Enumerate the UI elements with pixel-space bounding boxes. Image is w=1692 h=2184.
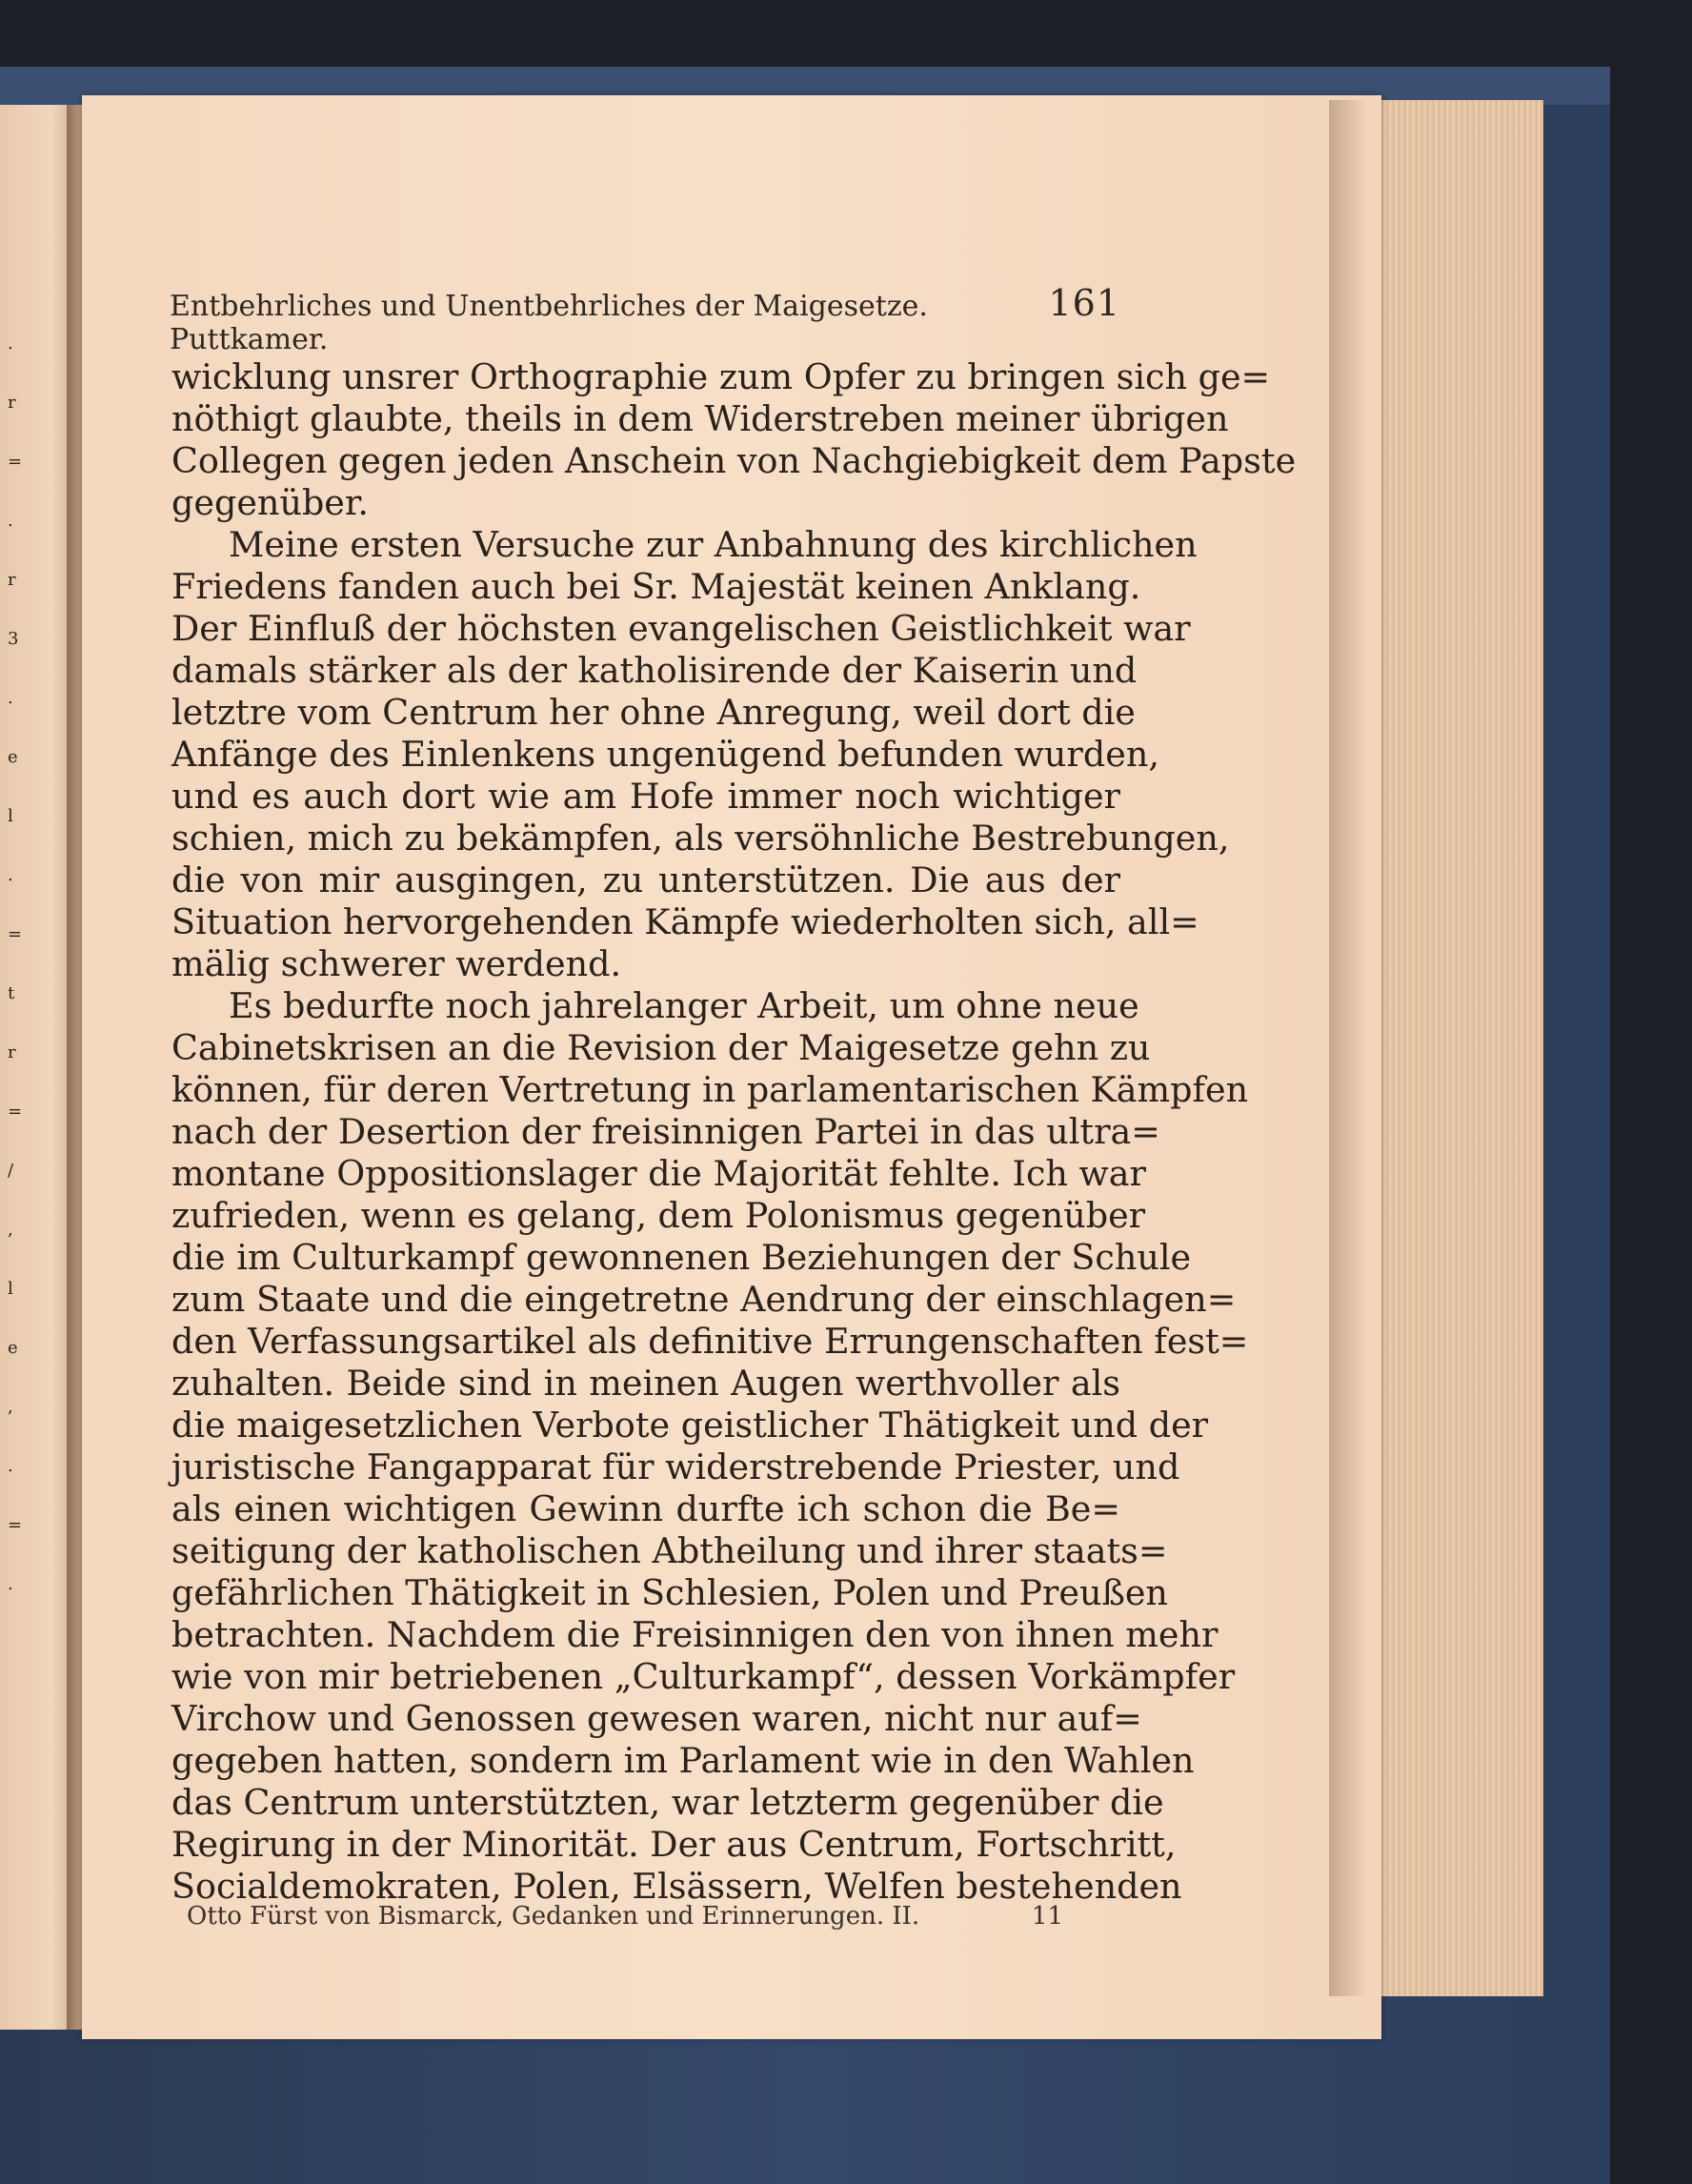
left-page-glyph: = bbox=[8, 924, 23, 944]
text-line: nöthigt glaubte, theils in dem Widerstreben meiner übrigen bbox=[171, 398, 1229, 439]
text-line: die von mir ausgingen, zu unterstützen. Die aus der bbox=[171, 859, 1120, 900]
left-page-glyph: / bbox=[8, 1161, 14, 1181]
text-line: Cabinetskrisen an die Revision der Maigesetze gehn zu bbox=[171, 1027, 1151, 1068]
text-line: betrachten. Nachdem die Freisinnigen den von ihnen mehr bbox=[171, 1614, 1219, 1655]
text-line: die im Culturkampf gewonnenen Beziehungen der Schule bbox=[171, 1237, 1192, 1278]
page-number: 161 bbox=[1048, 282, 1120, 324]
text-line: Collegen gegen jeden Anschein von Nachgiebigkeit dem Papste bbox=[171, 440, 1297, 481]
running-header bbox=[170, 282, 1120, 356]
text-line: wicklung unsrer Orthographie zum Opfer zu bringen sich ge= bbox=[171, 356, 1271, 397]
left-page-glyph: . bbox=[8, 511, 13, 531]
left-page-glyph: . bbox=[8, 1456, 13, 1476]
sheet-number: 11 bbox=[1031, 1902, 1063, 1931]
text-line: Meine ersten Versuche zur Anbahnung des kirchlichen bbox=[229, 524, 1198, 565]
text-line: die maigesetzlichen Verbote geistlicher Thätigkeit und der bbox=[171, 1405, 1209, 1446]
left-page-glyph: e bbox=[8, 747, 18, 767]
text-line: als einen wichtigen Gewinn durfte ich schon die Be= bbox=[171, 1488, 1120, 1529]
page-footer bbox=[187, 1902, 1063, 1940]
left-page-glyph: e bbox=[8, 1338, 18, 1358]
left-page-glyph: r bbox=[8, 1042, 16, 1062]
text-line: letztre vom Centrum her ohne Anregung, weil dort die bbox=[171, 692, 1136, 733]
text-line: Virchow und Genossen gewesen waren, nicht nur auf= bbox=[171, 1698, 1142, 1739]
left-page-glyph: l bbox=[8, 1279, 13, 1299]
left-page-glyph: l bbox=[8, 806, 13, 826]
text-line: schien, mich zu bekämpfen, als versöhnliche Bestrebungen, bbox=[171, 818, 1230, 859]
text-line: Friedens fanden auch bei Sr. Majestät keinen Anklang. bbox=[171, 566, 1141, 607]
left-page-glyph: , bbox=[8, 1220, 13, 1240]
left-page-glyph: = bbox=[8, 1102, 23, 1122]
text-line: zuhalten. Beide sind in meinen Augen werthvoller als bbox=[171, 1363, 1120, 1404]
left-page-glyph: . bbox=[8, 334, 13, 354]
left-page-glyph: 3 bbox=[8, 629, 19, 649]
text-line: Es bedurfte noch jahrelanger Arbeit, um ohne neue bbox=[229, 985, 1139, 1026]
text-line: seitigung der katholischen Abtheilung und ihrer staats= bbox=[171, 1530, 1168, 1571]
text-line: gegeben hatten, sondern im Parlament wie in den Wahlen bbox=[171, 1740, 1195, 1781]
text-line: den Verfassungsartikel als definitive Errungenschaften fest= bbox=[171, 1321, 1249, 1362]
left-page-glyph: r bbox=[8, 570, 16, 590]
text-line: Situation hervorgehenden Kämpfe wiederholten sich, all= bbox=[171, 901, 1199, 942]
text-line: das Centrum unterstützten, war letzterm gegenüber die bbox=[171, 1782, 1164, 1823]
text-line: mälig schwerer werdend. bbox=[171, 943, 622, 984]
left-page-glyph: , bbox=[8, 1397, 13, 1417]
text-line: Der Einfluß der höchsten evangelischen Geistlichkeit war bbox=[171, 608, 1191, 649]
text-line: nach der Desertion der freisinnigen Partei in das ultra= bbox=[171, 1111, 1160, 1152]
running-title: Entbehrliches und Unentbehrliches der Maigesetze. Puttkamer. bbox=[170, 290, 928, 356]
text-line: gegenüber. bbox=[171, 482, 369, 523]
text-line: Socialdemokraten, Polen, Elsässern, Welfen bestehenden bbox=[171, 1866, 1182, 1907]
text-line: Anfänge des Einlenkens ungenügend befunden wurden, bbox=[171, 734, 1159, 775]
text-line: juristische Fangapparat für widerstrebende Priester, und bbox=[171, 1446, 1180, 1487]
text-line: damals stärker als der katholisirende der Kaiserin und bbox=[171, 650, 1138, 691]
left-page-glyph: r bbox=[8, 393, 16, 413]
text-line: zum Staate und die eingetretne Aendrung der einschlagen= bbox=[171, 1279, 1237, 1320]
left-page-glyph: . bbox=[8, 688, 13, 708]
text-line: Regirung in der Minorität. Der aus Centrum, Fortschritt, bbox=[171, 1824, 1177, 1865]
text-line: können, für deren Vertretung in parlamentarischen Kämpfen bbox=[171, 1069, 1249, 1110]
text-line: gefährlichen Thätigkeit in Schlesien, Polen und Preußen bbox=[171, 1572, 1168, 1613]
left-page-glyph: = bbox=[8, 452, 23, 472]
left-page-glyph: . bbox=[8, 865, 13, 885]
text-line: zufrieden, wenn es gelang, dem Polonismus gegenüber bbox=[171, 1195, 1146, 1236]
left-page-glyph: t bbox=[8, 983, 15, 1003]
text-line: montane Oppositionslager die Majorität fehlte. Ich war bbox=[171, 1153, 1146, 1194]
left-page-glyph: . bbox=[8, 1574, 13, 1594]
text-line: wie von mir betriebenen „Culturkampf“, dessen Vorkämpfer bbox=[171, 1656, 1236, 1697]
fore-edge-shadow bbox=[1329, 100, 1367, 1996]
text-line: und es auch dort wie am Hofe immer noch wichtiger bbox=[171, 776, 1120, 817]
footer-signature: Otto Fürst von Bismarck, Gedanken und Erinnerungen. II. bbox=[187, 1902, 920, 1931]
page-body bbox=[171, 356, 1297, 1908]
left-page-glyph: = bbox=[8, 1515, 23, 1535]
